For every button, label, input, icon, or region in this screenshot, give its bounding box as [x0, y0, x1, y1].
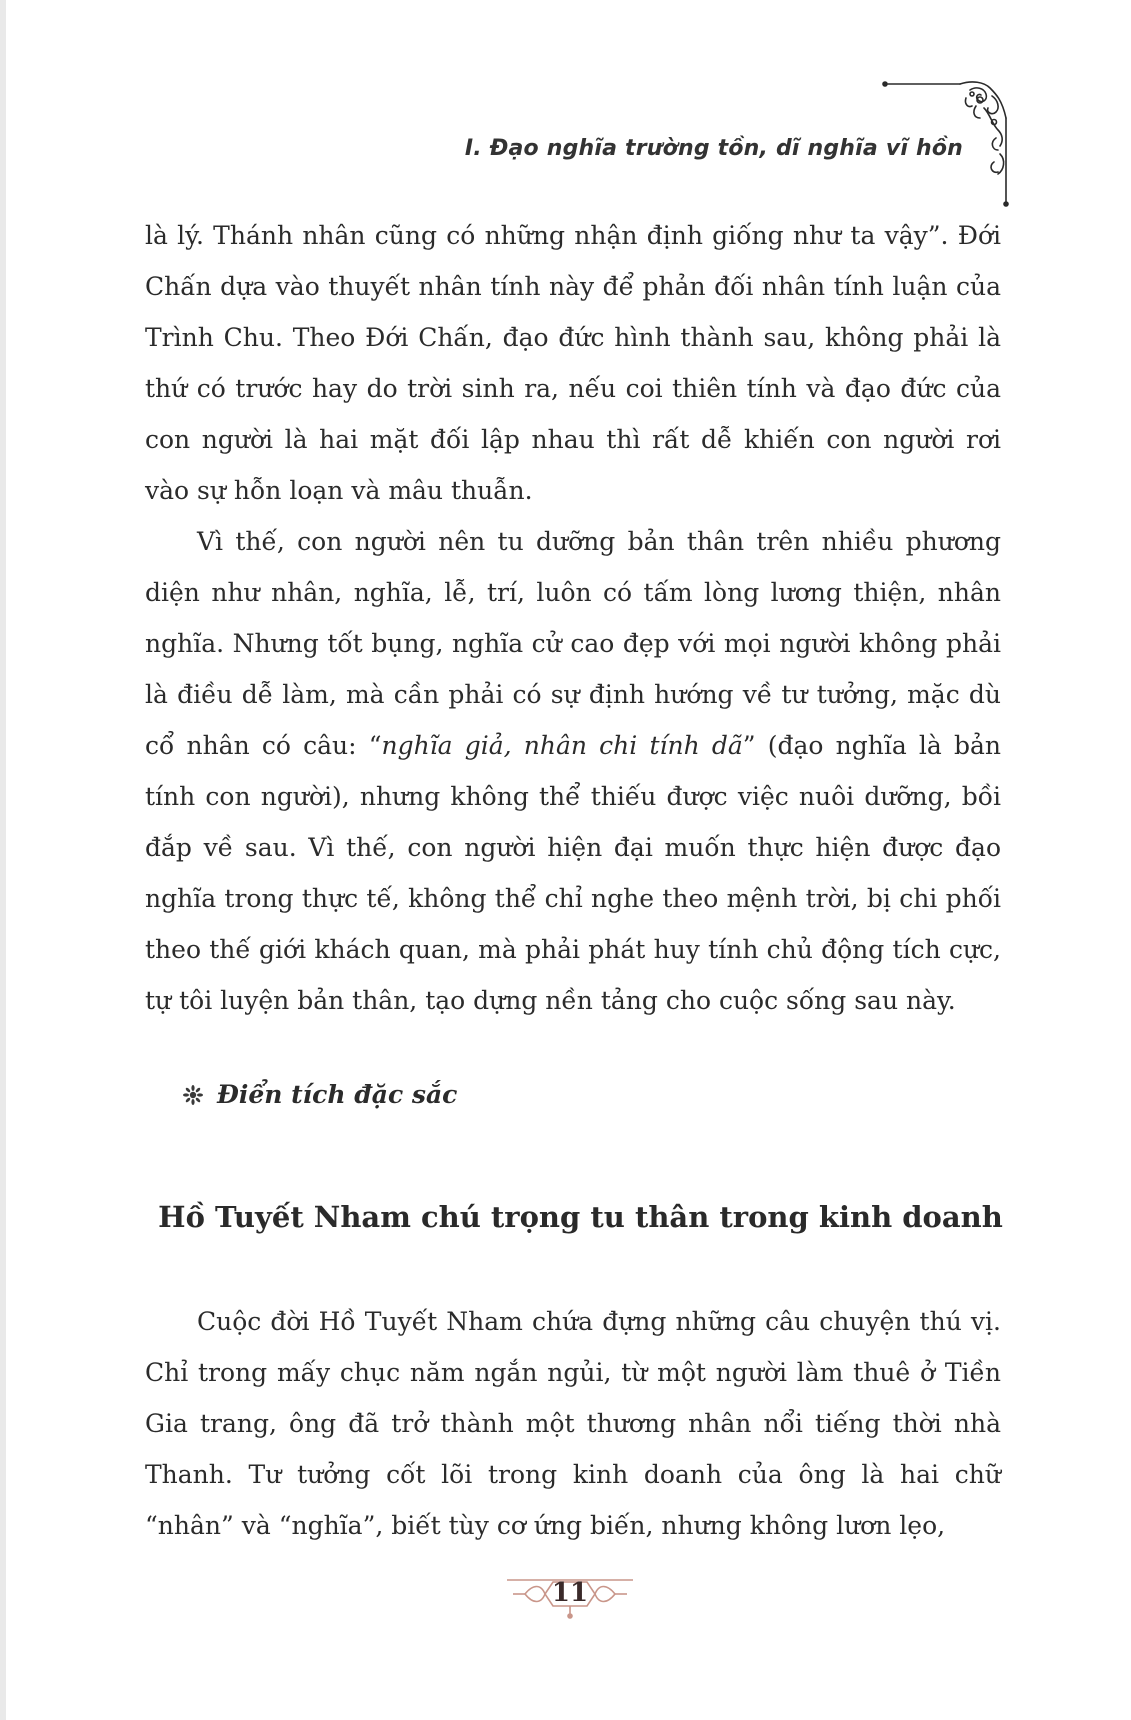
paragraph-2-quote: nghĩa giả, nhân chi tính dã — [381, 731, 743, 760]
page-number: 11 — [551, 1578, 589, 1608]
running-header: I. Đạo nghĩa trường tồn, dĩ nghĩa vĩ hồn — [464, 136, 963, 161]
flower-icon — [183, 1085, 203, 1105]
paragraph-3-text: Cuộc đời Hồ Tuyết Nham chứa đựng những câu chuyện thú vị. Chỉ trong mấy chục năm ngắn ngủi, từ một người làm thuê ở Tiền Gia trang, ông đã trở thành một thương nhân nổi tiếng thời nhà Thanh. Tư tưởng cốt lõi trong kinh doanh của ông là hai chữ “nhân” và “nghĩa”, biết tùy cơ ứng biến, nhưng không lươn lẹo, — [145, 1307, 1001, 1540]
paragraph-1-text: là lý. Thánh nhân cũng có những nhận định giống như ta vậy”. Đới Chấn dựa vào thuyết nhân tính này để phản đối nhân tính luận của Trình Chu. Theo Đới Chấn, đạo đức hình thành sau, không phải là thứ có trước hay do trời sinh ra, nếu coi thiên tính và đạo đức của con người là hai mặt đối lập nhau thì rất dễ khiến con người rơi vào sự hỗn loạn và mâu thuẫn. — [145, 221, 1001, 505]
paragraph-1 — [145, 210, 1001, 516]
paragraph-2 — [145, 516, 1001, 1026]
section-label: Điển tích đặc sắc — [217, 1080, 458, 1109]
paragraph-2-part-2: ” (đạo nghĩa là bản tính con người), nhưng không thể thiếu được việc nuôi dưỡng, bồi đắp về sau. Vì thế, con người hiện đại muốn thực hiện được đạo nghĩa trong thực tế, không thể chỉ nghe theo mệnh trời, bị chi phối theo thế giới khách quan, mà phải phát huy tính chủ động tích cực, tự tôi luyện bản thân, tạo dựng nền tảng cho cuộc sống sau này. — [145, 731, 1001, 1015]
paragraph-3 — [145, 1296, 1001, 1551]
paragraph-2-part-1: Vì thế, con người nên tu dưỡng bản thân trên nhiều phương diện như nhân, nghĩa, lễ, trí, luôn có tấm lòng lương thiện, nhân nghĩa. Nhưng tốt bụng, nghĩa cử cao đẹp với mọi người không phải là điều dễ làm, mà cần phải có sự định hướng về tư tưởng, mặc dù cổ nhân có câu: “ — [145, 527, 1001, 760]
story-title: Hồ Tuyết Nham chú trọng tu thân trong kinh doanh — [158, 1200, 1003, 1234]
paragraph-2-text — [145, 516, 1001, 1026]
page-edge — [0, 0, 6, 1720]
page-number-frame — [505, 1570, 635, 1620]
section-marker — [183, 1080, 457, 1109]
